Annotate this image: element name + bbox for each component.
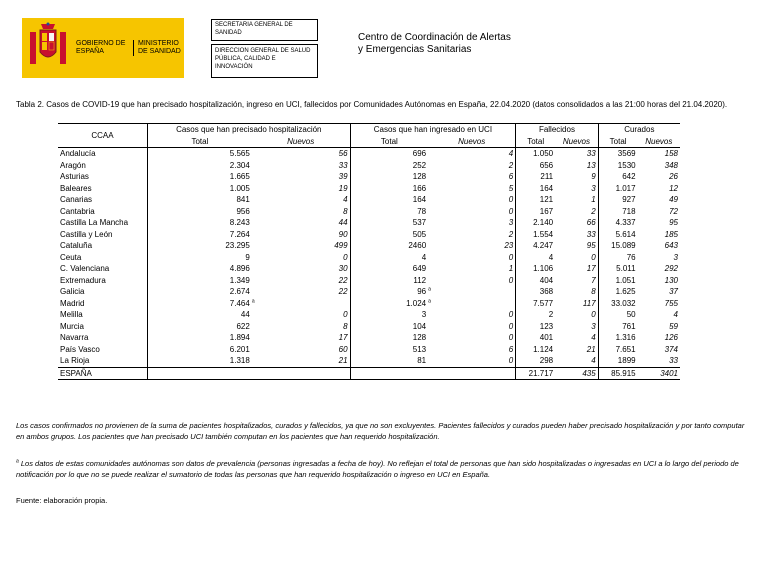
table-cell: 2460 bbox=[350, 240, 428, 252]
table-row bbox=[58, 321, 680, 333]
ccaa-name: Castilla y León bbox=[60, 229, 113, 239]
table-cell: 6 bbox=[508, 172, 514, 181]
ccaa-name: Melilla bbox=[60, 310, 83, 319]
table-caption: Tabla 2. Casos de COVID-19 que han precisado hospitalización, ingreso en UCI, fallecidos por Comunidades Autónomas en España, 22.04.2020 (datos consolidados a las 21:00 horas del 21.04.2020). bbox=[16, 100, 728, 109]
table-row bbox=[58, 332, 680, 344]
table-cell: 60 bbox=[338, 344, 348, 354]
table-cell: 374 bbox=[664, 344, 678, 354]
footnote-prevalence bbox=[16, 458, 751, 480]
table-cell: 956 bbox=[148, 206, 252, 218]
table-cell: 1.554 bbox=[516, 229, 555, 241]
table-cell: 4 bbox=[508, 149, 514, 158]
ccaa-name: Murcia bbox=[60, 321, 85, 331]
table-cell: 78 bbox=[350, 206, 428, 218]
table-cell: 128 bbox=[350, 171, 428, 183]
table-cell: 2 bbox=[508, 229, 514, 239]
table-cell: 0 bbox=[508, 252, 514, 262]
table-cell: 7.264 bbox=[148, 229, 252, 241]
table-row bbox=[58, 355, 680, 367]
table-cell: 1.318 bbox=[148, 355, 252, 367]
table-cell: 1.017 bbox=[598, 183, 637, 195]
table-cell: 26 bbox=[669, 172, 678, 181]
prevalence-marker-text: a bbox=[251, 297, 255, 304]
table-cell: 8 bbox=[343, 206, 348, 216]
ccaa-name: País Vasco bbox=[60, 344, 100, 354]
table-cell: 128 bbox=[350, 332, 428, 344]
table-cell: 7 bbox=[591, 275, 596, 285]
table-cell bbox=[434, 286, 516, 298]
table-cell: 348 bbox=[664, 160, 678, 170]
table-cell: 3 bbox=[350, 309, 428, 321]
table-cell: 96 bbox=[350, 286, 428, 298]
table-cell: 4.896 bbox=[148, 263, 252, 275]
table-cell: 33 bbox=[669, 356, 678, 365]
ccaa-name: Cantabria bbox=[60, 206, 95, 216]
table-cell: 104 bbox=[350, 321, 428, 333]
table-cell: 158 bbox=[664, 149, 678, 158]
table-cell: 2.674 bbox=[148, 286, 252, 298]
table-cell: 696 bbox=[350, 148, 428, 160]
table-cell: 23 bbox=[504, 241, 514, 250]
table-cell: 17 bbox=[338, 333, 348, 342]
table-cell: 121 bbox=[516, 194, 555, 206]
table-cell: 0 bbox=[591, 252, 596, 262]
table-cell: 622 bbox=[148, 321, 252, 333]
table-cell: 1.124 bbox=[516, 344, 555, 356]
table-cell: 1 bbox=[591, 195, 596, 204]
table-cell: 1.051 bbox=[598, 275, 637, 287]
table-cell: 7.577 bbox=[516, 298, 555, 310]
table-cell: 0 bbox=[508, 356, 514, 365]
table-cell: 30 bbox=[338, 264, 348, 273]
table-row bbox=[58, 252, 680, 264]
table-cell: 81 bbox=[350, 355, 428, 367]
ccaa-name: C. Valenciana bbox=[60, 264, 110, 273]
table-cell: 4 bbox=[350, 252, 428, 264]
table-row bbox=[58, 275, 680, 287]
table-cell: 17 bbox=[586, 264, 596, 273]
table-row bbox=[58, 240, 680, 252]
source-note: Fuente: elaboración propia. bbox=[16, 496, 108, 505]
ccaa-header: CCAA bbox=[91, 130, 114, 140]
table-cell: 164 bbox=[350, 194, 428, 206]
table-cell: 23.295 bbox=[148, 240, 252, 252]
table-cell: 0 bbox=[508, 333, 514, 342]
table-cell: 252 bbox=[350, 160, 428, 172]
coat-of-arms-icon bbox=[28, 22, 68, 72]
table-row bbox=[58, 183, 680, 195]
table-cell: 21 bbox=[586, 344, 596, 354]
table-cell: 33 bbox=[586, 149, 596, 158]
table-cell: 642 bbox=[598, 171, 637, 183]
table-cell: 56 bbox=[338, 149, 348, 158]
table-row bbox=[58, 344, 680, 356]
table-cell: 3569 bbox=[598, 148, 637, 160]
table-cell: 44 bbox=[338, 218, 348, 227]
table-row bbox=[58, 298, 680, 310]
ccaa-name: ESPAÑA bbox=[60, 368, 92, 378]
table-cell bbox=[434, 367, 516, 380]
table-cell: 3 bbox=[508, 218, 514, 227]
table-row bbox=[58, 217, 680, 229]
table-cell: 3 bbox=[673, 252, 678, 262]
table-row bbox=[58, 148, 680, 160]
table-cell: 435 bbox=[582, 368, 596, 378]
table-row bbox=[58, 171, 680, 183]
hosp-header: Casos que han precisado hospitalización bbox=[148, 124, 351, 136]
table-cell: 66 bbox=[586, 218, 596, 227]
ccaa-name: La Rioja bbox=[60, 356, 90, 365]
table-cell: 12 bbox=[669, 183, 678, 193]
table-cell: 9 bbox=[591, 172, 596, 181]
table-cell: 167 bbox=[516, 206, 555, 218]
table-cell: 33 bbox=[586, 229, 596, 239]
table-cell: 1899 bbox=[598, 355, 637, 367]
table-cell: 4 bbox=[673, 310, 678, 319]
uci-header: Casos que han ingresado en UCI bbox=[350, 124, 516, 136]
table-cell: 0 bbox=[508, 206, 514, 216]
table-cell: 4.337 bbox=[598, 217, 637, 229]
table-cell: 5.011 bbox=[598, 263, 637, 275]
table-cell bbox=[148, 367, 252, 380]
table-cell: 39 bbox=[338, 172, 348, 181]
table-cell: 117 bbox=[582, 298, 596, 308]
sub-new: Nuevos bbox=[287, 136, 315, 146]
sub-total: Total bbox=[516, 136, 555, 148]
table-cell: 718 bbox=[598, 206, 637, 218]
table-cell: 1.349 bbox=[148, 275, 252, 287]
table-cell: 0 bbox=[508, 195, 514, 204]
fallecidos-header: Fallecidos bbox=[516, 124, 598, 136]
table-row bbox=[58, 194, 680, 206]
table-cell: 649 bbox=[350, 263, 428, 275]
government-label: GOBIERNO DE ESPAÑA bbox=[76, 40, 126, 55]
table-row bbox=[58, 367, 680, 380]
table-cell: 643 bbox=[664, 241, 678, 250]
ccaa-name: Andalucía bbox=[60, 149, 96, 158]
table-cell: 13 bbox=[586, 160, 596, 170]
sub-total: Total bbox=[350, 136, 428, 148]
table-cell: 513 bbox=[350, 344, 428, 356]
table-cell: 401 bbox=[516, 332, 555, 344]
footnote-marker: a bbox=[16, 458, 19, 465]
ccaa-name: Castilla La Mancha bbox=[60, 218, 129, 227]
table-cell: 130 bbox=[664, 275, 678, 285]
sub-new: Nuevos bbox=[562, 136, 590, 146]
table-cell: 6.201 bbox=[148, 344, 252, 356]
table-cell: 1.894 bbox=[148, 332, 252, 344]
sub-total: Total bbox=[148, 136, 252, 148]
ccaa-name: Asturias bbox=[60, 172, 89, 181]
table-row bbox=[58, 160, 680, 172]
table-cell: 5.565 bbox=[148, 148, 252, 160]
table-cell: 50 bbox=[598, 309, 637, 321]
table-cell: 44 bbox=[148, 309, 252, 321]
table-cell: 8 bbox=[343, 321, 348, 331]
table-cell: 0 bbox=[508, 321, 514, 331]
ccaa-name: Madrid bbox=[60, 298, 85, 308]
footnote-prevalence-text: Los datos de estas comunidades autónomas son datos de prevalencia (personas ingresadas a fecha de hoy). No reflejan el total de personas que han sido hospitalizadas o ingresadas en UCI a lo largo del periodo de notificación por lo que no se puede realizar el sumatorio de todas las personas que han requerido hospitalización o ingreso en UCI en España. bbox=[16, 459, 739, 479]
ccaa-name: Extremadura bbox=[60, 275, 106, 285]
table-cell: 95 bbox=[669, 218, 678, 227]
prevalence-marker-text: a bbox=[428, 286, 431, 293]
table-cell: 292 bbox=[664, 264, 678, 273]
table-cell: 72 bbox=[669, 206, 678, 216]
table-cell: 2 bbox=[508, 160, 514, 170]
table-cell: 8.243 bbox=[148, 217, 252, 229]
table-cell: 1 bbox=[508, 264, 514, 273]
table-cell: 0 bbox=[591, 310, 596, 319]
table-cell: 1530 bbox=[598, 160, 637, 172]
table-cell: 755 bbox=[664, 298, 678, 308]
table-row bbox=[58, 309, 680, 321]
table-cell: 49 bbox=[669, 195, 678, 204]
table-cell: 927 bbox=[598, 194, 637, 206]
table-cell: 505 bbox=[350, 229, 428, 241]
table-cell: 8 bbox=[591, 287, 596, 296]
ccaa-name: Navarra bbox=[60, 333, 89, 342]
table-cell: 21.717 bbox=[516, 367, 555, 380]
ccaa-name: Baleares bbox=[60, 183, 92, 193]
center-title: Centro de Coordinación de Alertas y Emergencias Sanitarias bbox=[358, 32, 511, 55]
table-cell bbox=[434, 298, 516, 310]
prevalence-marker-text: a bbox=[428, 297, 431, 304]
table-cell: 499 bbox=[334, 241, 348, 250]
table-cell bbox=[350, 367, 428, 380]
table-cell: 112 bbox=[350, 275, 428, 287]
table-cell: 4 bbox=[343, 195, 348, 204]
direccion-box: DIRECCION GENERAL DE SALUD PÚBLICA, CALIDAD E INNOVACIÓN bbox=[211, 44, 318, 78]
curados-header: Curados bbox=[598, 124, 680, 136]
table-cell: 19 bbox=[338, 183, 348, 193]
table-cell: 368 bbox=[516, 286, 555, 298]
table-cell: 33 bbox=[338, 160, 348, 170]
table-cell: 126 bbox=[664, 333, 678, 342]
table-cell: 761 bbox=[598, 321, 637, 333]
sub-new: Nuevos bbox=[458, 136, 486, 146]
table-cell: 95 bbox=[586, 241, 596, 250]
table-cell: 0 bbox=[508, 275, 514, 285]
table-cell: 59 bbox=[669, 321, 678, 331]
table-cell: 0 bbox=[343, 252, 348, 262]
table-cell: 0 bbox=[508, 310, 514, 319]
table-cell: 185 bbox=[664, 229, 678, 239]
table-cell bbox=[258, 298, 350, 310]
secretaria-box: SECRETARIA GENERAL DE SANIDAD bbox=[211, 19, 318, 41]
table-cell: 1.024 bbox=[350, 298, 428, 310]
table-cell: 22 bbox=[338, 287, 348, 296]
table-cell: 85.915 bbox=[598, 367, 637, 380]
table-cell: 1.625 bbox=[598, 286, 637, 298]
table-cell: 4 bbox=[591, 356, 596, 365]
table-cell: 5.614 bbox=[598, 229, 637, 241]
table-cell: 6 bbox=[508, 344, 514, 354]
table-cell: 211 bbox=[516, 171, 555, 183]
ccaa-name: Cataluña bbox=[60, 241, 93, 250]
sub-total: Total bbox=[598, 136, 637, 148]
table-cell: 7.464 bbox=[148, 298, 252, 310]
table-cell: 2.140 bbox=[516, 217, 555, 229]
table-cell: 3 bbox=[591, 183, 596, 193]
table-cell: 15.089 bbox=[598, 240, 637, 252]
table-cell: 2 bbox=[591, 206, 596, 216]
table-row bbox=[58, 286, 680, 298]
ccaa-name: Canarias bbox=[60, 195, 93, 204]
table-cell: 656 bbox=[516, 160, 555, 172]
ccaa-name: Ceuta bbox=[60, 252, 82, 262]
table-cell: 7.651 bbox=[598, 344, 637, 356]
covid-table bbox=[58, 123, 680, 380]
table-cell: 1.005 bbox=[148, 183, 252, 195]
ministry-label: MINISTERIO DE SANIDAD bbox=[133, 40, 188, 56]
table-cell: 3 bbox=[591, 321, 596, 331]
table-cell: 3401 bbox=[660, 368, 678, 378]
table-cell: 21 bbox=[338, 356, 348, 365]
table-cell: 90 bbox=[338, 229, 348, 239]
table-cell: 76 bbox=[598, 252, 637, 264]
table-cell: 123 bbox=[516, 321, 555, 333]
footnote-exclusion: Los casos confirmados no provienen de la suma de pacientes hospitalizados, curados y fallecidos, ya que no son excluyentes. Pacientes fallecidos y curados pueden haber precisado hospitalización y por tanto computar en ambos grupos. Los pacientes que han precisado UCI también computan en los pacientes que han requerido hospitalización. bbox=[16, 421, 745, 441]
sub-new: Nuevos bbox=[645, 136, 673, 146]
table-cell: 4.247 bbox=[516, 240, 555, 252]
ccaa-name: Aragón bbox=[60, 160, 86, 170]
table-cell: 0 bbox=[343, 310, 348, 319]
table-cell: 33.032 bbox=[598, 298, 637, 310]
table-row bbox=[58, 229, 680, 241]
table-cell: 2.304 bbox=[148, 160, 252, 172]
table-cell: 2 bbox=[516, 309, 555, 321]
table-cell: 5 bbox=[508, 183, 514, 193]
table-cell bbox=[258, 367, 350, 380]
table-cell: 537 bbox=[350, 217, 428, 229]
table-cell: 9 bbox=[148, 252, 252, 264]
table-cell: 1.665 bbox=[148, 171, 252, 183]
table-cell: 22 bbox=[338, 275, 348, 285]
table-cell: 4 bbox=[591, 333, 596, 342]
ccaa-name: Galicia bbox=[60, 287, 85, 296]
table-cell: 164 bbox=[516, 183, 555, 195]
table-cell: 166 bbox=[350, 183, 428, 195]
table-cell: 1.050 bbox=[516, 148, 555, 160]
table-row bbox=[58, 263, 680, 275]
table-cell: 298 bbox=[516, 355, 555, 367]
table-cell: 841 bbox=[148, 194, 252, 206]
table-cell: 1.316 bbox=[598, 332, 637, 344]
table-cell: 37 bbox=[669, 287, 678, 296]
table-cell: 404 bbox=[516, 275, 555, 287]
table-row bbox=[58, 206, 680, 218]
table-cell: 1.106 bbox=[516, 263, 555, 275]
table-cell: 4 bbox=[516, 252, 555, 264]
